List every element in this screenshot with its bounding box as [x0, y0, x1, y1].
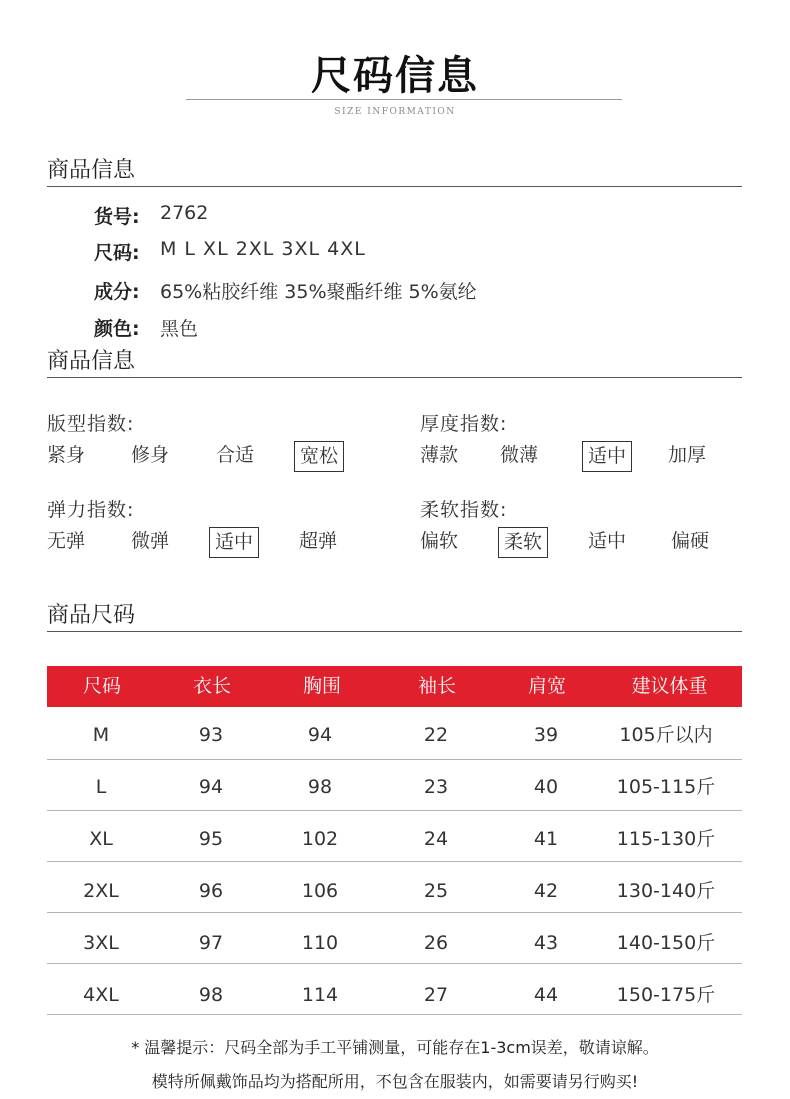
table-cell: 115-130斤: [616, 828, 716, 850]
table-cell: 41: [533, 828, 559, 850]
table-cell: 2XL: [83, 880, 119, 902]
row-divider: [47, 912, 742, 913]
thickness-option-selected: 适中: [582, 441, 632, 472]
info-row-item-number: [94, 202, 208, 229]
table-cell: 98: [198, 984, 224, 1006]
table-cell: 130-140斤: [616, 880, 716, 902]
table-cell: 40: [533, 776, 559, 798]
column-header: 建议体重: [631, 675, 708, 697]
fit-option-selected: 宽松: [294, 441, 344, 472]
table-cell: 105-115斤: [616, 776, 716, 798]
row-divider: [47, 759, 742, 760]
table-cell: 43: [533, 932, 559, 954]
info-row-composition: [94, 277, 477, 304]
softness-option: 适中: [588, 530, 627, 552]
info-row-color: [94, 314, 198, 341]
info-label: 成分:: [94, 281, 140, 303]
table-cell: 3XL: [83, 932, 119, 954]
table-cell: 24: [423, 828, 449, 850]
info-label: 颜色:: [94, 318, 140, 340]
table-cell: 25: [423, 880, 449, 902]
info-label: 尺码:: [94, 242, 140, 264]
table-cell: 44: [533, 984, 559, 1006]
softness-option: 偏硬: [671, 530, 710, 552]
accessory-note: 模特所佩戴饰品均为搭配所用，不包含在服装内，如需要请另行购买!: [151, 1072, 639, 1091]
section-divider: [47, 631, 742, 632]
row-divider: [47, 861, 742, 862]
table-cell: 26: [423, 932, 449, 954]
table-cell: 114: [301, 984, 339, 1006]
elasticity-option: 超弹: [299, 530, 338, 552]
table-cell: 106: [301, 880, 339, 902]
table-cell: 39: [533, 724, 559, 746]
info-row-sizes: [94, 238, 366, 265]
title-divider: [186, 99, 622, 100]
section-divider: [47, 377, 742, 378]
table-cell: 105斤以内: [619, 724, 713, 746]
table-cell: 94: [307, 724, 333, 746]
product-info-heading: 商品信息: [47, 158, 136, 183]
size-table-heading: 商品尺码: [47, 603, 136, 628]
elasticity-index-title: 弹力指数:: [47, 499, 135, 521]
measurement-note: * 温馨提示：尺码全部为手工平铺测量，可能存在1-3cm误差，敬请谅解。: [131, 1038, 659, 1057]
info-value: 2762: [160, 202, 209, 224]
table-cell: 98: [307, 776, 333, 798]
table-cell: 23: [423, 776, 449, 798]
info-value: 黑色: [160, 318, 199, 340]
table-cell: 93: [198, 724, 224, 746]
column-header: 衣长: [192, 675, 231, 697]
table-cell: XL: [89, 828, 113, 850]
page-subtitle: SIZE INFORMATION: [334, 107, 456, 117]
table-cell: L: [95, 776, 107, 798]
table-cell: 150-175斤: [616, 984, 716, 1006]
info-value: 65%粘胶纤维 35%聚酯纤维 5%氨纶: [160, 281, 477, 303]
fit-option: 合适: [216, 444, 255, 466]
table-cell: 94: [198, 776, 224, 798]
fit-option: 紧身: [47, 444, 86, 466]
table-cell: 4XL: [83, 984, 119, 1006]
table-cell: 97: [198, 932, 224, 954]
table-cell: 140-150斤: [616, 932, 716, 954]
thickness-option: 薄款: [420, 444, 459, 466]
thickness-option: 加厚: [668, 444, 707, 466]
softness-index-title: 柔软指数:: [420, 499, 508, 521]
elasticity-option: 无弹: [47, 530, 86, 552]
indices-heading: 商品信息: [47, 349, 136, 374]
thickness-index-title: 厚度指数:: [420, 413, 508, 435]
softness-option-selected: 柔软: [498, 527, 548, 558]
row-divider: [47, 1014, 742, 1015]
fit-option: 修身: [131, 444, 170, 466]
section-divider: [47, 186, 742, 187]
table-cell: M: [92, 724, 110, 746]
column-header: 胸围: [302, 675, 341, 697]
elasticity-option: 微弹: [131, 530, 170, 552]
table-cell: 27: [423, 984, 449, 1006]
table-cell: 110: [301, 932, 339, 954]
fit-index-title: 版型指数:: [47, 413, 135, 435]
size-table-header: [47, 666, 742, 707]
page-title: 尺码信息: [311, 53, 479, 99]
table-cell: 95: [198, 828, 224, 850]
table-cell: 96: [198, 880, 224, 902]
table-cell: 102: [301, 828, 339, 850]
table-cell: 42: [533, 880, 559, 902]
info-value: M L XL 2XL 3XL 4XL: [160, 238, 366, 260]
table-cell: 22: [423, 724, 449, 746]
info-label: 货号:: [94, 206, 140, 228]
column-header: 肩宽: [527, 675, 566, 697]
elasticity-option-selected: 适中: [209, 527, 259, 558]
softness-option: 偏软: [420, 530, 459, 552]
thickness-option: 微薄: [500, 444, 539, 466]
row-divider: [47, 810, 742, 811]
row-divider: [47, 963, 742, 964]
column-header: 尺码: [82, 675, 121, 697]
column-header: 袖长: [417, 675, 456, 697]
